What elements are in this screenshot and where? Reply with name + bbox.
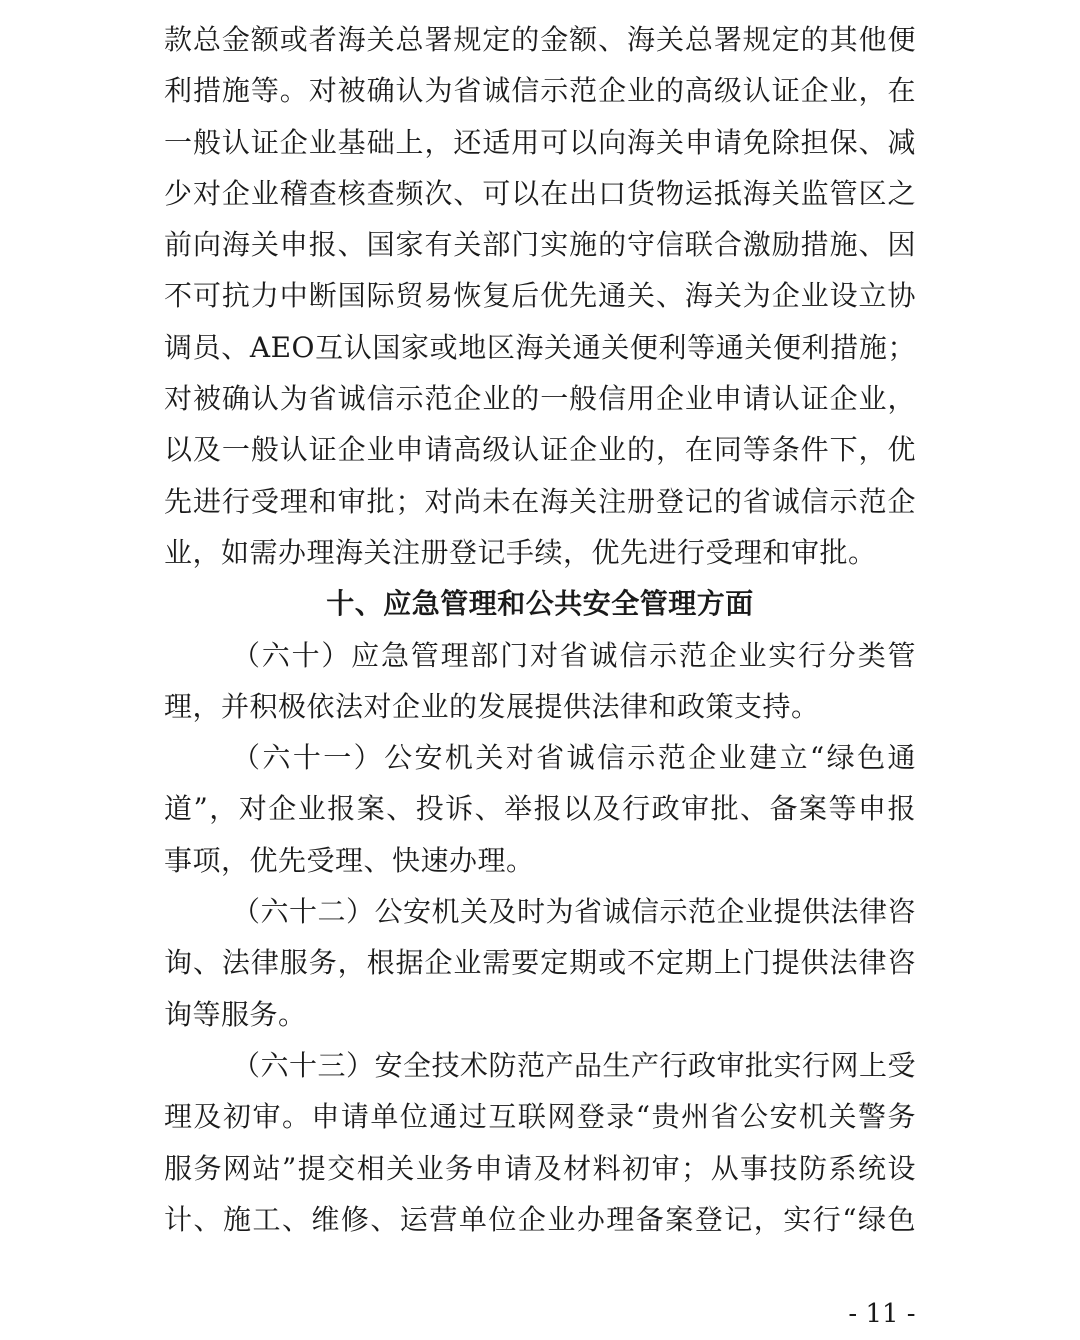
page-number: - 11 - (848, 1299, 916, 1329)
paragraph-63-line: 计、施工、维修、运营单位企业办理备案登记，实行“绿色 (164, 1202, 916, 1236)
paragraph-63-line: 服务网站”提交相关业务申请及材料初审；从事技防系统设 (164, 1151, 916, 1185)
text-line: 调员、AEO互认国家或地区海关通关便利等通关便利措施； (164, 330, 916, 364)
paragraph-61-line: 道”，对企业报案、投诉、举报以及行政审批、备案等申报 (164, 792, 916, 826)
text-line: 对被确认为省诚信示范企业的一般信用企业申请认证企业， (164, 382, 916, 416)
paragraph-60-line: 理，并积极依法对企业的发展提供法律和政策支持。 (164, 689, 820, 723)
paragraph-63-line: 理及初审。申请单位通过互联网登录“贵州省公安机关警务 (164, 1100, 916, 1134)
text-line: 以及一般认证企业申请高级认证企业的，在同等条件下，优 (164, 433, 916, 467)
text-line: 前向海关申报、国家有关部门实施的守信联合激励措施、因 (164, 228, 916, 262)
text-line: 利措施等。对被确认为省诚信示范企业的高级认证企业，在 (164, 74, 916, 108)
paragraph-62-line: （六十二）公安机关及时为省诚信示范企业提供法律咨 (232, 895, 916, 929)
section-heading: 十、应急管理和公共安全管理方面 (326, 587, 754, 621)
text-line: 不可抗力中断国际贸易恢复后优先通关、海关为企业设立协 (164, 279, 916, 313)
paragraph-60-line: （六十）应急管理部门对省诚信示范企业实行分类管 (232, 638, 916, 672)
text-line: 一般认证企业基础上，还适用可以向海关申请免除担保、减 (164, 125, 916, 159)
paragraph-61-line: （六十一）公安机关对省诚信示范企业建立“绿色通 (232, 741, 916, 775)
paragraph-62-line: 询、法律服务，根据企业需要定期或不定期上门提供法律咨 (164, 946, 916, 980)
text-line: 款总金额或者海关总署规定的金额、海关总署规定的其他便 (164, 23, 916, 56)
paragraph-63-line: （六十三）安全技术防范产品生产行政审批实行网上受 (232, 1048, 916, 1082)
text-line: 先进行受理和审批；对尚未在海关注册登记的省诚信示范企 (164, 484, 916, 518)
text-line: 少对企业稽查核查频次、可以在出口货物运抵海关监管区之 (164, 176, 916, 210)
paragraph-62-line: 询等服务。 (164, 997, 307, 1031)
paragraph-61-line: 事项，优先受理、快速办理。 (164, 843, 535, 877)
body-text (164, 14, 916, 1245)
text-line: 业，如需办理海关注册登记手续，优先进行受理和审批。 (164, 535, 877, 569)
